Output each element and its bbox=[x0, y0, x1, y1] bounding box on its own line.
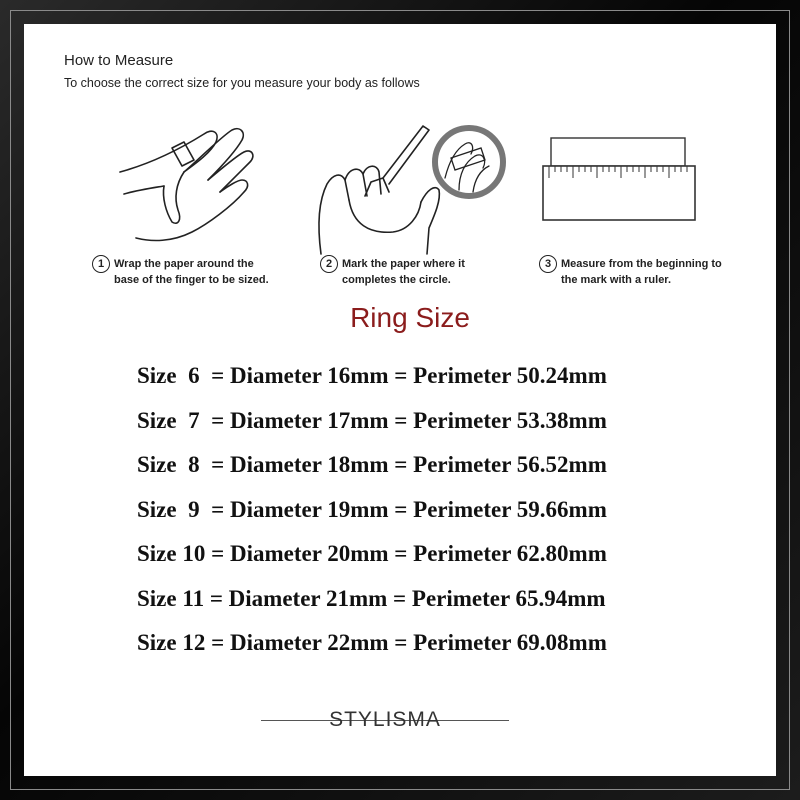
size-row-9: Size 9 = Diameter 19mm = Perimeter 59.66mm bbox=[137, 496, 607, 522]
step-3-text: Measure from the beginning to the mark with a ruler. bbox=[561, 258, 722, 286]
brand-logo bbox=[261, 707, 509, 733]
guide-title: How to Measure bbox=[64, 52, 174, 69]
step-2-number: 2 bbox=[320, 255, 338, 273]
step-3-caption bbox=[539, 256, 754, 288]
step-2-caption bbox=[320, 256, 500, 288]
step-1-text: Wrap the paper around the base of the finger to be sized. bbox=[114, 258, 269, 286]
ring-size-title: Ring Size bbox=[350, 302, 470, 333]
size-row-11: Size 11 = Diameter 21mm = Perimeter 65.94mm bbox=[137, 585, 606, 611]
ruler-icon bbox=[539, 136, 699, 222]
size-row-10: Size 10 = Diameter 20mm = Perimeter 62.80mm bbox=[137, 541, 607, 567]
size-row-6: Size 6 = Diameter 16mm = Perimeter 50.24mm bbox=[137, 363, 607, 389]
step-1-number: 1 bbox=[92, 255, 110, 273]
step-3-number: 3 bbox=[539, 255, 557, 273]
step-1-caption bbox=[92, 256, 282, 288]
hand-mark-icon bbox=[309, 104, 509, 264]
step-2-text: Mark the paper where it completes the circle. bbox=[342, 258, 465, 286]
size-row-7: Size 7 = Diameter 17mm = Perimeter 53.38mm bbox=[137, 407, 607, 433]
size-row-12: Size 12 = Diameter 22mm = Perimeter 69.08mm bbox=[137, 630, 607, 656]
size-row-8: Size 8 = Diameter 18mm = Perimeter 56.52mm bbox=[137, 452, 607, 478]
ring-size-table bbox=[137, 354, 697, 666]
size-guide-sheet bbox=[24, 24, 776, 776]
hand-wrap-icon bbox=[112, 114, 262, 254]
brand-name: STYLISMA bbox=[329, 708, 441, 731]
guide-subtitle: To choose the correct size for you measure your body as follows bbox=[64, 76, 420, 90]
